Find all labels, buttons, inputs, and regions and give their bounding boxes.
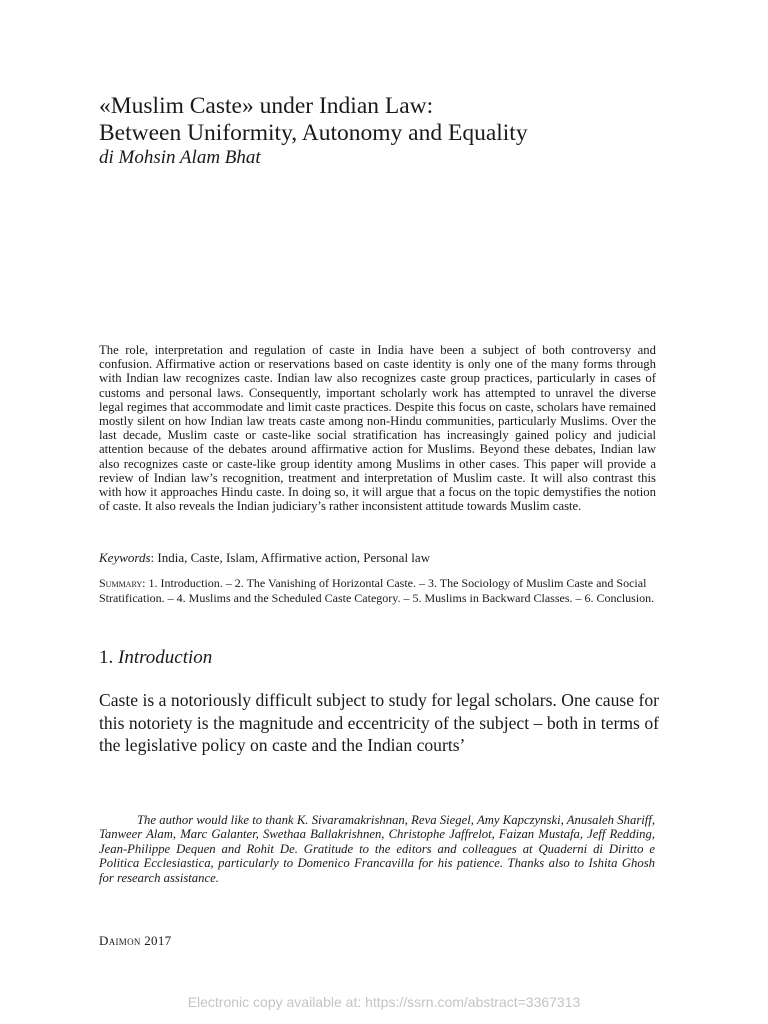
keywords-line: [99, 550, 656, 566]
author-footnote: The author would like to thank K. Sivaramakrishnan, Reva Siegel, Amy Kapczynski, Anusaleh Shariff, Tanweer Alam, Marc Galanter, Swethaa Ballakrishnen, Christophe Jaffrelot, Faizan Mustafa, Jeff Redding, Jean-Philippe Dequen and Rohit De. Gratitude to the editors and colleagues at Quaderni di Diritto e Politica Ecclesiastica, particularly to Domenico Francavilla for his patience. Thanks also to Ishita Ghosh for research assistance.: [99, 813, 655, 885]
section-heading: [99, 647, 212, 669]
ssrn-watermark: Electronic copy available at: https://ssrn.com/abstract=3367313: [187, 994, 581, 1010]
section-number: 1.: [99, 647, 118, 668]
section-body-text: Caste is a notoriously difficult subject to study for legal scholars. One cause for this notoriety is the magnitude and eccentricity of the subject – both in terms of the legislative policy on caste and the Indian courts’: [99, 690, 659, 755]
abstract-text: The role, interpretation and regulation of caste in India have been a subject of both controversy and confusion. Affirmative action or reservations based on caste identity is only one of the many forms through with Indian law recognizes caste. Indian law also recognizes caste group practices, particularly in cases of customs and personal laws. Consequently, important scholarly work has attempted to unravel the diverse legal regimes that accommodate and limit caste practices. Despite this focus on caste, scholars have remained mostly silent on how Indian law treats caste among non-Hindu communities, particularly Muslims. Over the last decade, Muslim caste or caste-like social stratification has increasingly gained policy and judicial attention because of the debates around affirmative action for Muslims. Beyond these debates, Indian law also recognizes caste or caste-like group identity among Muslims in other cases. This paper will provide a review of Indian law’s recognition, treatment and interpretation of Muslim caste. It will also contrast this with how it approaches Hindu caste. In doing so, it will argue that a focus on the topic demystifies the notion of caste. It also reveals the Indian judiciary’s rather inconsistent attitude towards Muslim caste.: [99, 343, 656, 514]
article-title-line-1: «Muslim Caste» under Indian Law:: [99, 93, 434, 119]
summary-text: : 1. Introduction. – 2. The Vanishing of Horizontal Caste. – 3. The Sociology of Muslim Caste and Social Stratification. – 4. Muslims and the Scheduled Caste Category. – 5. Muslims in Backward Classes. – 6. Conclusion.: [99, 576, 655, 605]
article-title-line-2: Between Uniformity, Autonomy and Equality: [99, 120, 528, 146]
keywords-label: Keywords: [99, 550, 151, 565]
article-author: di Mohsin Alam Bhat: [99, 147, 261, 168]
summary-line: [99, 576, 656, 605]
publisher-imprint: Daimon 2017: [99, 933, 172, 948]
article-title: [99, 93, 699, 147]
summary-label: Summary: [99, 576, 143, 590]
keywords-value: : India, Caste, Islam, Affirmative action, Personal law: [150, 550, 431, 565]
section-title: Introduction: [118, 647, 213, 668]
